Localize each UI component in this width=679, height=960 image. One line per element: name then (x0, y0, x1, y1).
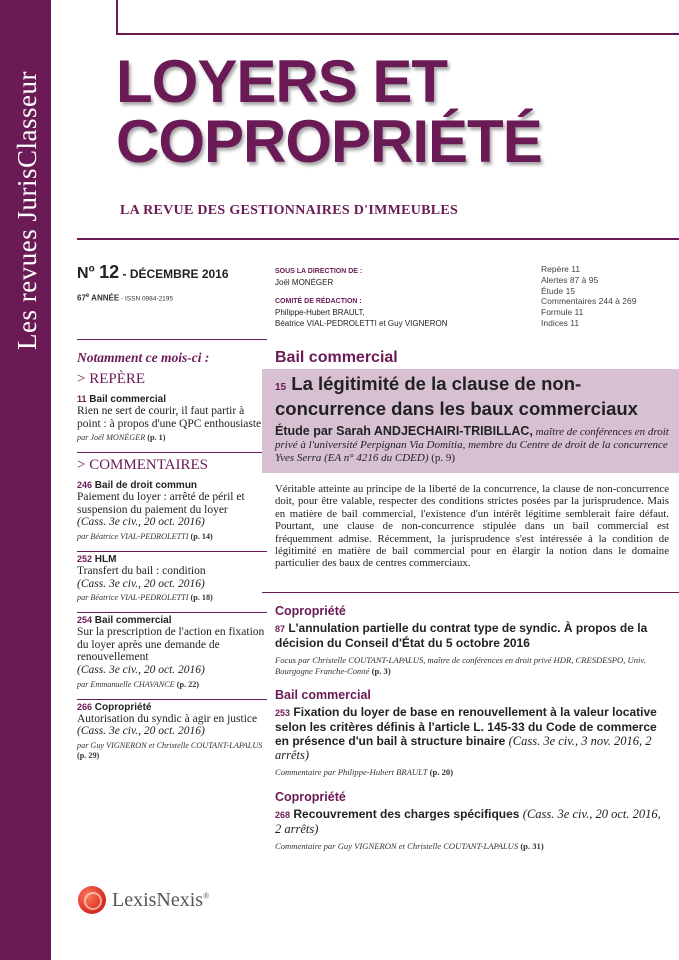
publisher-logo: LexisNexis® (78, 886, 209, 914)
left-column-divider (77, 339, 267, 340)
issue-number: $N^o$ 12 - DÉCEMBRE 2016 (77, 262, 229, 282)
comite-line2: Béatrice VIAL-PEDROLETTI et Guy VIGNERON (275, 319, 448, 328)
rubriques-list (541, 264, 636, 329)
direction-name: Joël MONÉGER (275, 278, 334, 287)
journal-title-line1: LOYERS ET (116, 48, 448, 115)
lexisnexis-icon (78, 886, 106, 914)
rubrique-item: Commentaires 244 à 269 (541, 296, 637, 307)
masthead-divider (77, 238, 679, 240)
repere-item: 11 Bail commercial Rien ne sert de courir, il faut partir à point : à propos d'une QPC enthousiaste par Joël MONÉGER (p. 1) (77, 394, 262, 443)
feature-abstract: Véritable atteinte au principe de la liberté de la concurrence, la clause de non-concurrence doit, pour être valable, respecter des conditions strictes posées par la jurisprudence. Mais en matière de bail commercial, l'existence d'un intérêt légitime semblerait faire défaut. Pourtant, une clause de non-concurrence stipulée dans un bail commercial est fréquemment admise. Récemment, la jurisprudence s'est intéressée à la condition de légitimité en matière de bail commercial pour en élargir la notion dans le domaine particulier des baux de centres commerciaux. (275, 483, 669, 570)
section-divider (77, 452, 267, 453)
articles-divider (262, 592, 679, 593)
article-item: Copropriété 87 L'annulation partielle du contrat type de syndic. À propos de la décision du Conseil d'État du 5 octobre 2016 Focus par Christelle COUTANT-LAPALUS, maître de conférences en droit privé HDR, CRESDESPO, Univ. Bourgogne Franche-Comté (p. 3) (275, 604, 648, 676)
rubrique-item: Formule 11 (541, 307, 584, 318)
rubrique-item: Indices 11 (541, 317, 580, 328)
top-vertical-rule (116, 0, 118, 34)
article-item: Copropriété 268 Recouvrement des charges spécifiques (Cass. 3e civ., 20 oct. 2016, 2 arrêts) Commentaire par Guy VIGNERON et Christelle COUTANT-LAPALUS (p. 31) (275, 790, 661, 851)
top-horizontal-rule (116, 33, 679, 35)
item-divider (77, 699, 267, 700)
issue-year: 67e ANNÉE - ISSN 0984-2195 (77, 293, 174, 303)
journal-subtitle: LA REVUE DES GESTIONNAIRES D'IMMEUBLES (120, 203, 459, 218)
rubrique-item: Repère 11 (541, 264, 581, 274)
journal-title (116, 48, 676, 175)
direction-label: SOUS LA DIRECTION DE : (275, 268, 363, 275)
journal-title-line2: COPROPRIÉTÉ (116, 108, 542, 175)
comite-label: COMITÉ DE RÉDACTION : (275, 298, 362, 305)
item-divider (77, 551, 267, 552)
commentaire-item: 254 Bail commercial Sur la prescription de l'action en fixation du loyer après une demande de renouvellement (Cass. 3e civ., 20 oct. 2016) par Emmanuelle CHAVANCE (p. 22) (77, 615, 265, 689)
repere-section-title: > REPÈRE (77, 371, 146, 387)
article-item: Bail commercial 253 Fixation du loyer de base en renouvellement à la valeur locative selon les critères définis à l'article L. 145-33 du Code de commerce en présence d'un bail à structure binaire (Cass. 3e civ., 3 nov. 2016, 2 arrêts) Commentaire par Philippe-Hubert BRAULT (p. 20) (275, 688, 657, 777)
item-divider (77, 612, 267, 613)
highlights-heading: Notamment ce mois-ci : (77, 350, 210, 365)
feature-category: Bail commercial (275, 349, 398, 366)
commentaire-item: 252 HLM Transfert du bail : condition (Cass. 3e civ., 20 oct. 2016) par Béatrice VIAL-PEDROLETTI (p. 18) (77, 553, 213, 603)
feature-author: Étude par Sarah ANDJECHAIRI-TRIBILLAC, maître de conférences en droit privé à l'université Perpignan Via Domitia, membre du Centre de droit de la concurrence Yves Serra (EA n° 4216 du CDED) (p. 9) (275, 424, 669, 464)
editorial-board (275, 266, 525, 329)
feature-title: 15 La légitimité de la clause de non-concurrence dans les baux commerciaux (275, 373, 638, 419)
left-column (77, 350, 267, 770)
rubrique-item: Alertes 87 à 95 (541, 274, 599, 285)
commentaire-item: 266 Copropriété Autorisation du syndic à agir en justice (Cass. 3e civ., 20 oct. 2016) par Guy VIGNERON et Christelle COUTANT-LAPALUS (p. 29) (77, 701, 263, 760)
commentaires-section-title: > COMMENTAIRES (77, 457, 209, 474)
comite-line1: Philippe-Hubert BRAULT, (275, 308, 365, 317)
commentaire-item: 246 Bail de droit commun Paiement du loyer : arrêté de péril et suspension du paiement du loyer (Cass. 3e civ., 20 oct. 2016) par Béatrice VIAL-PEDROLETTI (p. 14) (77, 480, 245, 541)
rubrique-item: Étude 15 (541, 285, 576, 296)
